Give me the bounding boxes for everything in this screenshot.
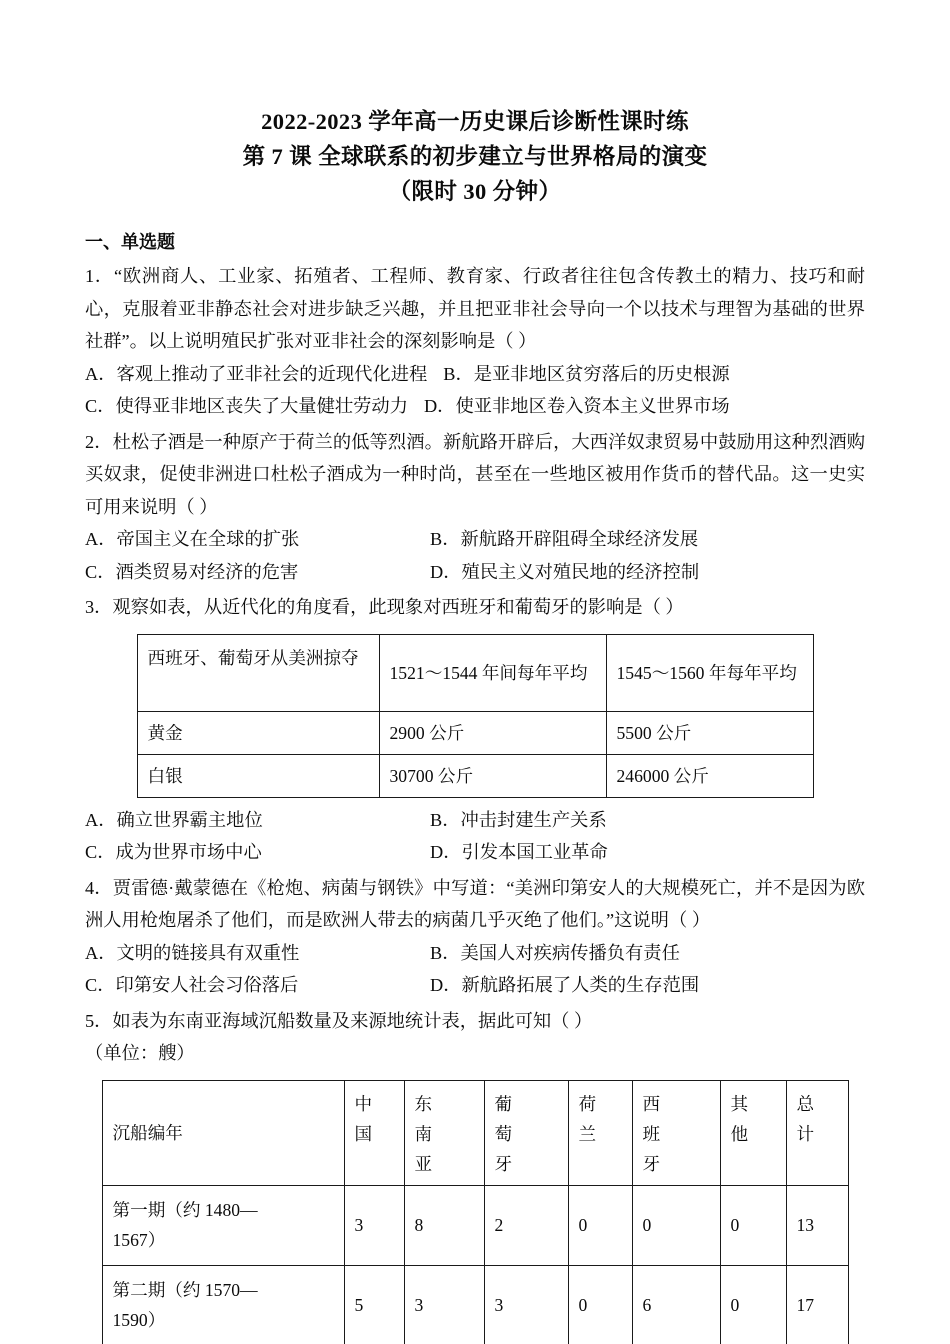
shipwreck-row-2-other: 0 — [720, 1265, 786, 1344]
question-2-text: 杜松子酒是一种原产于荷兰的低等烈酒。新航路开辟后，大西洋奴隶贸易中鼓励用这种烈酒购买奴隶，促使非洲进口杜松子酒成为一种时尚，甚至在一些地区被用作货币的替代品。这一史实可用来说明（ ） — [85, 431, 866, 517]
question-4-stem — [85, 872, 865, 937]
question-4-option-b-letter: B． — [430, 942, 461, 963]
question-3-option-a-letter: A． — [85, 809, 117, 830]
shipwreck-table-wrapper — [85, 1080, 865, 1344]
page-title-line-1: 2022-2023 学年高一历史课后诊断性课时练 — [261, 109, 689, 134]
question-4-option-c-letter: C． — [85, 975, 116, 995]
question-1-option-a-text: 客观上推动了亚非社会的近现代化进程 — [116, 363, 428, 384]
plunder-row-gold-label: 黄金 — [137, 711, 379, 754]
plunder-row-silver-period-1: 30700 公斤 — [379, 754, 606, 797]
plunder-row-silver-period-2: 246000 公斤 — [606, 754, 813, 797]
question-2-option-a-letter: A． — [85, 529, 117, 549]
shipwreck-row-2-china: 5 — [344, 1265, 404, 1344]
question-4-number: 4． — [85, 877, 113, 898]
question-1-stem — [85, 260, 865, 358]
question-2-option-b-text: 新航路开辟阻碍全球经济发展 — [460, 529, 699, 549]
question-5-text: 如表为东南亚海域沉船数量及来源地统计表，据此可知（ ） — [112, 1010, 593, 1031]
question-2-option-row-2 — [85, 556, 865, 589]
question-5-stem — [85, 1005, 865, 1038]
question-4-option-a-text: 文明的链接具有双重性 — [116, 942, 300, 963]
question-4 — [85, 872, 865, 1002]
question-2 — [85, 426, 865, 589]
shipwreck-header-portugal: 葡萄牙 — [484, 1080, 568, 1185]
question-1-option-row-2 — [85, 390, 865, 423]
question-3-option-a[interactable] — [85, 804, 430, 837]
shipwreck-header-netherlands: 荷兰 — [568, 1080, 632, 1185]
question-4-option-b-text: 美国人对疾病传播负有责任 — [460, 942, 680, 963]
question-1 — [85, 260, 865, 423]
shipwreck-row-1-other: 0 — [720, 1185, 786, 1265]
plunder-table-row-gold — [137, 711, 813, 754]
plunder-table-header-period-2: 1545～1560 年每年平均 — [606, 634, 813, 711]
question-2-option-d-letter: D． — [430, 561, 462, 582]
question-2-option-row-1 — [85, 523, 865, 556]
question-3-option-row-2 — [85, 836, 865, 869]
shipwreck-row-1-total: 13 — [786, 1185, 848, 1265]
shipwreck-header-southeast-asia: 东南亚 — [404, 1080, 484, 1185]
plunder-row-gold-period-2: 5500 公斤 — [606, 711, 813, 754]
question-3-text: 观察如表，从近代化的角度看，此现象对西班牙和葡萄牙的影响是（ ） — [112, 597, 684, 617]
question-3-number: 3． — [85, 597, 113, 617]
question-3-option-b-text: 冲击封建生产关系 — [460, 809, 607, 830]
question-1-option-b-text: 是亚非地区贫穷落后的历史根源 — [473, 363, 730, 384]
question-2-option-c-letter: C． — [85, 561, 116, 582]
shipwreck-table-header-row — [102, 1080, 848, 1185]
question-1-option-row-1 — [85, 358, 865, 391]
page-title-line-3: （限时 30 分钟） — [388, 179, 562, 204]
question-1-option-a[interactable] — [85, 364, 427, 384]
shipwreck-row-1-spain: 0 — [632, 1185, 720, 1265]
shipwreck-header-china: 中国 — [344, 1080, 404, 1185]
plunder-row-gold-period-1: 2900 公斤 — [379, 711, 606, 754]
question-4-option-b[interactable] — [430, 937, 680, 970]
shipwreck-row-2-southeast-asia: 3 — [404, 1265, 484, 1344]
shipwreck-table-row-period-2 — [102, 1265, 848, 1344]
shipwreck-row-2-netherlands: 0 — [568, 1265, 632, 1344]
plunder-table-header-subject: 西班牙、葡萄牙从美洲掠夺 — [137, 634, 379, 711]
question-2-option-c-text: 酒类贸易对经济的危害 — [115, 561, 299, 582]
plunder-table-wrapper — [85, 634, 865, 798]
shipwreck-header-other: 其他 — [720, 1080, 786, 1185]
question-1-option-d-text: 使亚非地区卷入资本主义世界市场 — [455, 396, 730, 416]
question-1-option-d-letter: D． — [423, 396, 456, 416]
question-3-option-d[interactable] — [430, 836, 608, 869]
question-2-option-d[interactable] — [430, 556, 699, 589]
shipwreck-table — [102, 1080, 849, 1344]
question-3-options — [85, 804, 865, 869]
shipwreck-row-1-china: 3 — [344, 1185, 404, 1265]
plunder-table — [137, 634, 814, 798]
question-1-option-b-letter: B． — [443, 363, 474, 384]
question-2-option-d-text: 殖民主义对殖民地的经济控制 — [461, 561, 700, 582]
shipwreck-header-total: 总计 — [786, 1080, 848, 1185]
shipwreck-row-2-label: 第二期（约 1570— 1590） — [102, 1265, 344, 1344]
question-3-option-b[interactable] — [430, 804, 607, 837]
shipwreck-row-1-netherlands: 0 — [568, 1185, 632, 1265]
question-3-option-c[interactable] — [85, 836, 430, 869]
shipwreck-row-1-southeast-asia: 8 — [404, 1185, 484, 1265]
shipwreck-header-spain: 西班牙 — [632, 1080, 720, 1185]
plunder-table-header-row — [137, 634, 813, 711]
question-2-number: 2． — [85, 431, 113, 452]
question-2-option-a[interactable] — [85, 523, 430, 556]
question-4-option-row-1 — [85, 937, 865, 970]
question-3-option-row-1 — [85, 804, 865, 837]
question-1-option-b[interactable] — [443, 364, 729, 384]
question-3-option-a-text: 确立世界霸主地位 — [116, 809, 263, 830]
shipwreck-row-2-total: 17 — [786, 1265, 848, 1344]
page-title-line-2: 第 7 课 全球联系的初步建立与世界格局的演变 — [242, 144, 708, 169]
question-4-option-row-2 — [85, 969, 865, 1002]
question-1-option-d[interactable] — [424, 396, 730, 416]
document-title-block — [85, 0, 865, 209]
question-3-option-c-text: 成为世界市场中心 — [115, 842, 262, 862]
question-1-option-c-text: 使得亚非地区丧失了大量健壮劳动力 — [115, 396, 408, 416]
question-1-number: 1． — [85, 266, 114, 286]
question-4-option-d[interactable] — [430, 969, 699, 1002]
plunder-table-row-silver — [137, 754, 813, 797]
section-heading-multiple-choice: 一、单选题 — [85, 232, 175, 252]
question-4-option-d-text: 新航路拓展了人类的生存范围 — [461, 975, 700, 995]
question-4-option-d-letter: D． — [430, 975, 462, 995]
question-3-stem — [85, 591, 865, 624]
question-3 — [85, 591, 865, 869]
plunder-table-header-period-1: 1521～1544 年间每年平均 — [379, 634, 606, 711]
question-4-options — [85, 937, 865, 1002]
question-1-option-c[interactable] — [85, 396, 408, 416]
question-2-option-b[interactable] — [430, 523, 698, 556]
question-5-unit-note: （单位：艘） — [85, 1043, 195, 1063]
question-3-option-b-letter: B． — [430, 809, 461, 830]
shipwreck-header-period: 沉船编年 — [102, 1080, 344, 1185]
question-5 — [85, 1005, 865, 1344]
question-4-option-c[interactable] — [85, 969, 430, 1002]
shipwreck-row-2-portugal: 3 — [484, 1265, 568, 1344]
shipwreck-table-row-period-1 — [102, 1185, 848, 1265]
shipwreck-row-2-spain: 6 — [632, 1265, 720, 1344]
question-1-options — [85, 358, 865, 423]
shipwreck-row-1-portugal: 2 — [484, 1185, 568, 1265]
question-1-text: “欧洲商人、工业家、拓殖者、工程师、教育家、行政者往往包含传教土的精力、技巧和耐心，克服着亚非静态社会对进步缺乏兴趣，并且把亚非社会导向一个以技术与理智为基础的世界社群”。以上说明殖民扩张对亚非社会的深刻影响是（ ） — [85, 266, 865, 351]
shipwreck-row-1-label: 第一期（约 1480— 1567） — [102, 1185, 344, 1265]
question-4-text: 贾雷德·戴蒙德在《枪炮、病菌与钢铁》中写道：“美洲印第安人的大规模死亡，并不是因为欧洲人用枪炮屠杀了他们，而是欧洲人带去的病菌几乎灭绝了他们。”这说明（ ） — [85, 877, 866, 930]
question-3-option-d-text: 引发本国工业革命 — [461, 842, 608, 862]
question-3-option-d-letter: D． — [430, 842, 462, 862]
question-5-number: 5． — [85, 1010, 113, 1031]
question-4-option-a[interactable] — [85, 937, 430, 970]
question-4-option-c-text: 印第安人社会习俗落后 — [115, 975, 299, 995]
question-3-option-c-letter: C． — [85, 842, 116, 862]
question-2-stem — [85, 426, 865, 524]
question-1-option-a-letter: A． — [85, 363, 117, 384]
question-2-option-c[interactable] — [85, 556, 430, 589]
question-4-option-a-letter: A． — [85, 942, 117, 963]
question-2-options — [85, 523, 865, 588]
question-1-option-c-letter: C． — [85, 396, 116, 416]
question-2-option-b-letter: B． — [430, 529, 461, 549]
plunder-row-silver-label: 白银 — [137, 754, 379, 797]
question-2-option-a-text: 帝国主义在全球的扩张 — [116, 529, 300, 549]
